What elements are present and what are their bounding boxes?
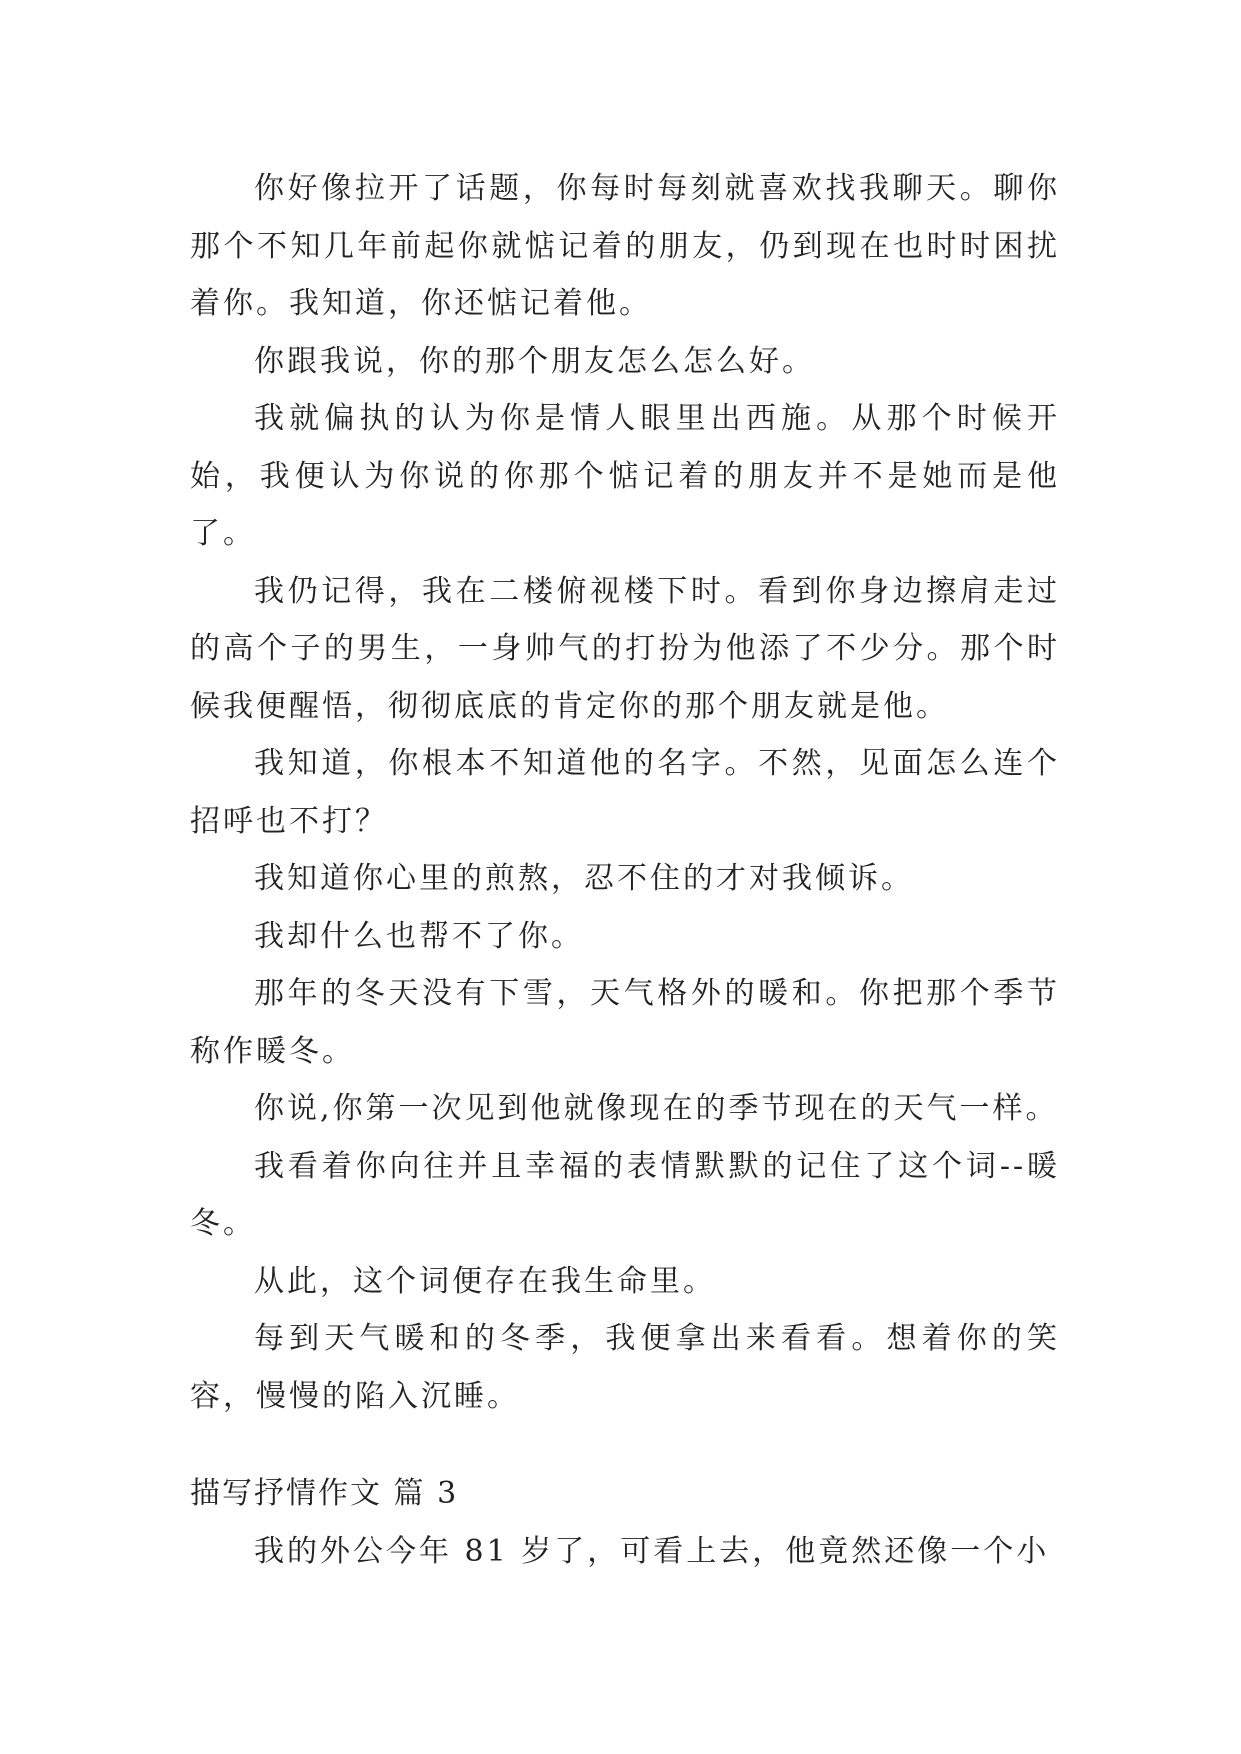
section-heading: 描写抒情作文 篇 3 bbox=[190, 1476, 459, 1511]
paragraph: 那年的冬天没有下雪，天气格外的暖和。你把那个季节称作暖冬。 bbox=[190, 976, 1060, 1069]
document-body bbox=[190, 160, 1060, 1580]
paragraph: 我看着你向往并且幸福的表情默默的记住了这个词--暖冬。 bbox=[190, 1148, 1060, 1241]
paragraph: 从此，这个词便存在我生命里。 bbox=[254, 1263, 716, 1299]
paragraph: 我却什么也帮不了你。 bbox=[254, 918, 584, 954]
paragraph: 我知道你心里的煎熬，忍不住的才对我倾诉。 bbox=[254, 861, 914, 896]
paragraph: 你说,你第一次见到他就像现在的季节现在的天气一样。 bbox=[254, 1091, 1059, 1126]
paragraph: 我知道，你根本不知道他的名字。不然，见面怎么连个招呼也不打？ bbox=[190, 746, 1060, 839]
paragraph: 每到天气暖和的冬季，我便拿出来看看。想着你的笑容，慢慢的陷入沉睡。 bbox=[190, 1321, 1060, 1414]
paragraph: 你跟我说，你的那个朋友怎么怎么好。 bbox=[254, 343, 815, 379]
paragraph: 我仍记得，我在二楼俯视楼下时。看到你身边擦肩走过的高个子的男生，一身帅气的打扮为他添了不少分。那个时候我便醒悟，彻彻底底的肯定你的那个朋友就是他。 bbox=[190, 573, 1060, 724]
paragraph: 我就偏执的认为你是情人眼里出西施。从那个时候开始，我便认为你说的你那个惦记着的朋友并不是她而是他了。 bbox=[190, 401, 1060, 551]
paragraph: 我的外公今年 81 岁了，可看上去，他竟然还像一个小 bbox=[254, 1533, 1050, 1569]
paragraph: 你好像拉开了话题，你每时每刻就喜欢找我聊天。聊你那个不知几年前起你就惦记着的朋友，仍到现在也时时困扰着你。我知道，你还惦记着他。 bbox=[190, 171, 1060, 321]
